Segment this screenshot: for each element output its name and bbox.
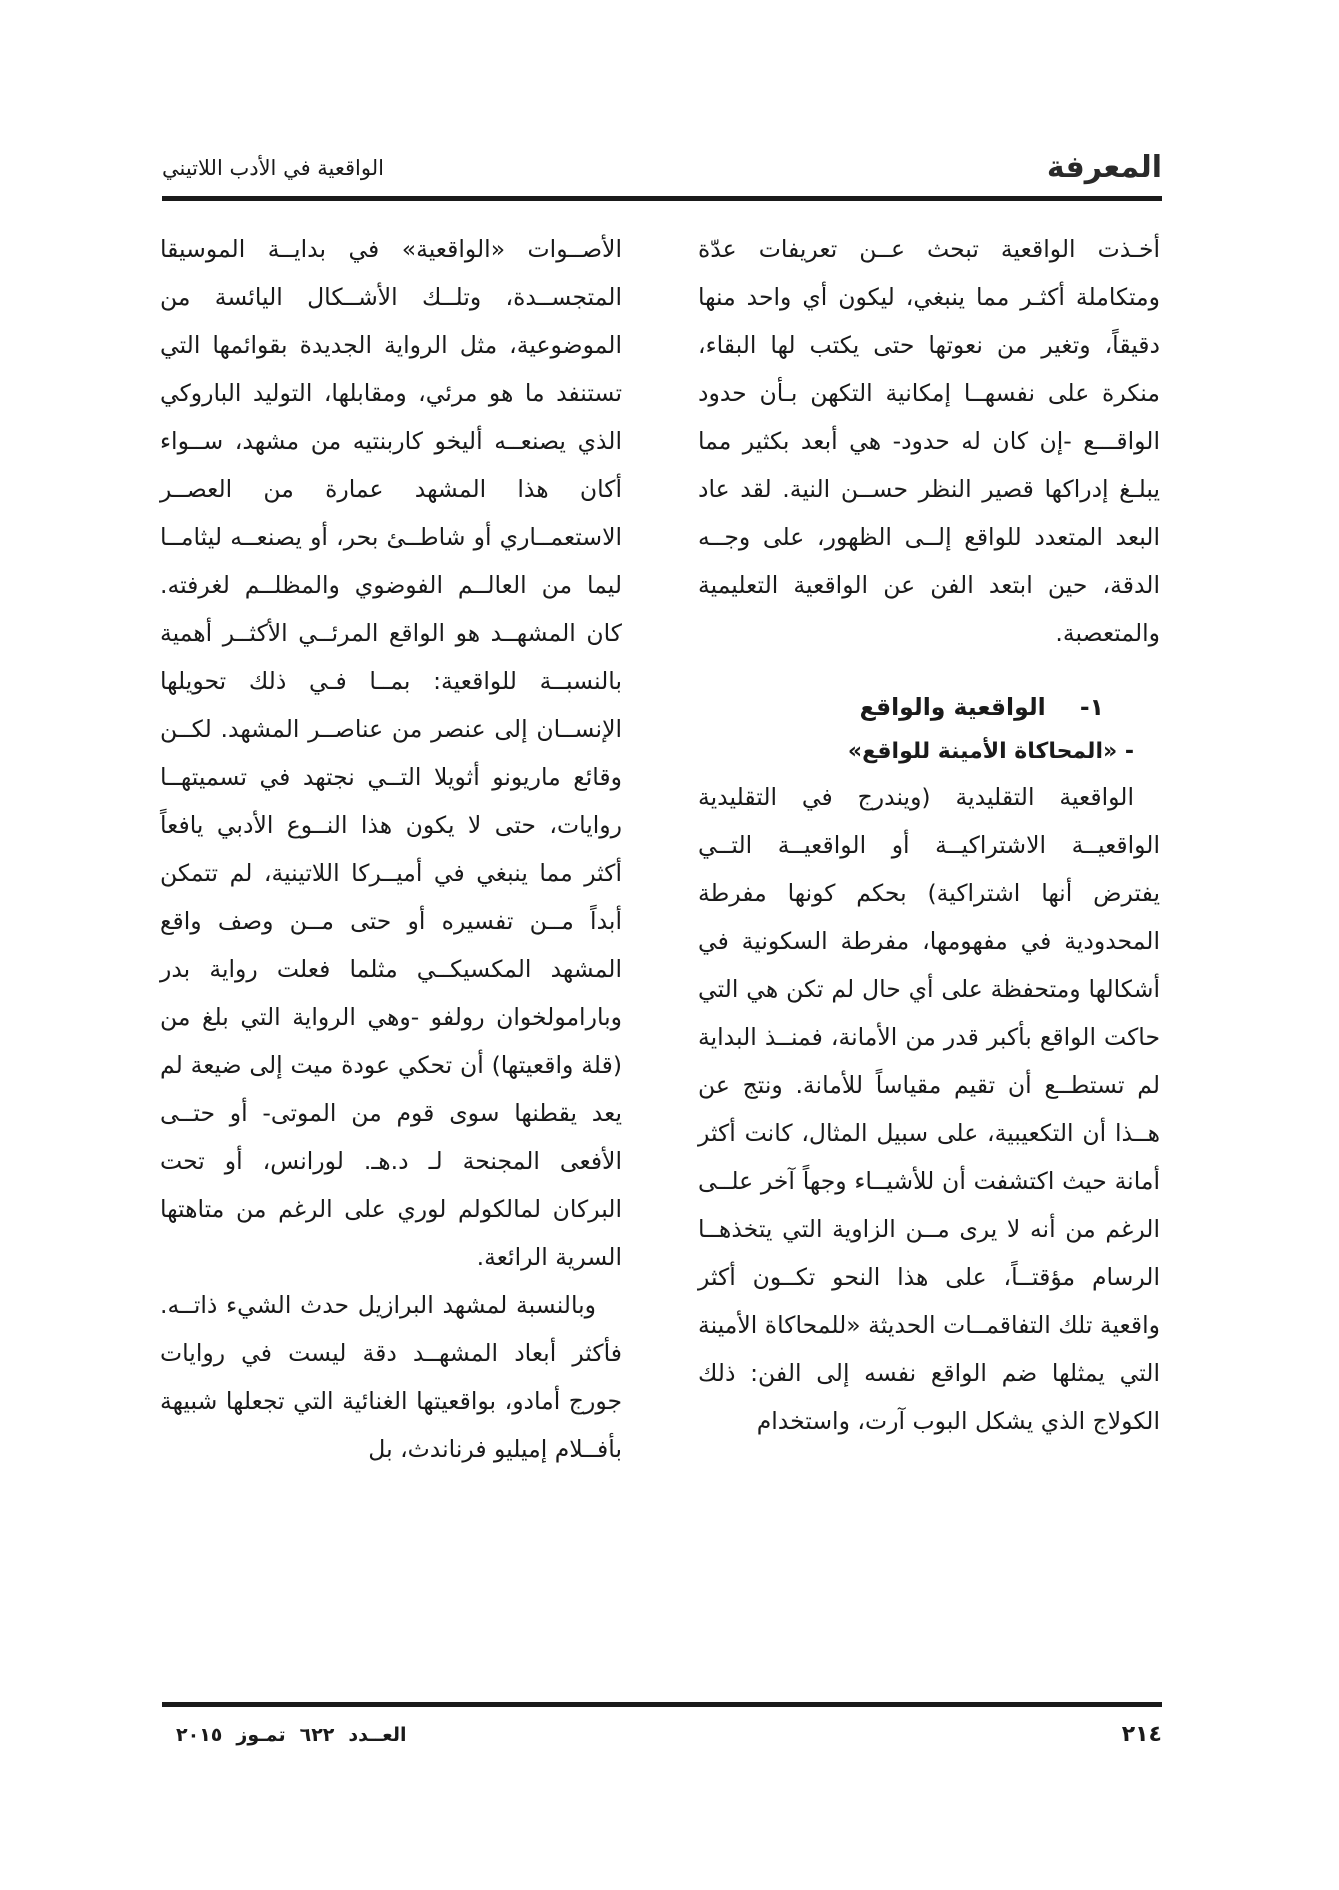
issue-number: ٦٢٢ <box>299 1724 335 1746</box>
left-paragraph-2: وبالنسبة لمشهد البرازيل حدث الشيء ذاتــه. فأكثر أبعاد المشهــد دقة ليست في روايات جورج أمادو، بواقعيتها الغنائية التي تجعلها شبيهة بأفــلام إميليو فرناندث، بل <box>160 1291 622 1463</box>
issue-info <box>162 1724 407 1746</box>
section-heading <box>698 683 1160 731</box>
right-column <box>698 225 1160 1445</box>
section-number: ١- <box>1079 693 1104 721</box>
issue-year: ٢٠١٥ <box>176 1724 223 1746</box>
running-title: الواقعية في الأدب اللاتيني <box>162 156 384 180</box>
section-title: الواقعية والواقع <box>859 693 1046 721</box>
right-paragraph-2: الواقعية التقليدية (ويندرج في التقليدية الواقعيــة الاشتراكيــة أو الواقعيــة التــي يفترض أنها اشتراكية) بحكم كونها مفرطة المحدودية في مفهومها، مفرطة السكونية في أشكالها ومتحفظة على أي حال لم تكن هي التي حاكت الواقع بأكبر قدر من الأمانة، فمنــذ البداية لم تستطــع أن تقيم مقياساً للأمانة. ونتج عن هــذا أن التكعيبية، على سبيل المثال، كانت أكثر أمانة حيث اكتشفت أن للأشيــاء وجهاً آخر علــى الرغم من أنه لا يرى مــن الزاوية التي يتخذهــا الرسام مؤقتــاً، على هذا النحو تكــون أكثر واقعية تلك التفاقمــات الحديثة «للمحاكاة الأمينة التي يمثلها ضم الواقع نفسه إلى الفن: ذلك الكولاج الذي يشكل البوب آرت، واستخدام <box>698 783 1160 1435</box>
page-footer <box>162 1718 1162 1758</box>
header-rule <box>162 196 1162 201</box>
footer-rule <box>162 1702 1162 1707</box>
left-column <box>160 225 622 1473</box>
page-header <box>162 148 1162 192</box>
page-number: ٢١٤ <box>1121 1722 1162 1747</box>
issue-label: العــدد <box>348 1724 407 1746</box>
subsection-title: - «المحاكاة الأمينة للواقع» <box>847 739 1134 764</box>
magazine-logo: المعرفة <box>1046 150 1162 185</box>
left-paragraph-1: الأصــوات «الواقعية» في بدايــة الموسيقا المتجســدة، وتلــك الأشــكال اليائسة من الموضوعية، مثل الرواية الجديدة بقوائمها التي تستنفد ما هو مرئي، ومقابلها، التوليد الباروكي الذي يصنعــه أليخو كاربنتيه من مشهد، ســواء أكان هذا المشهد عمارة من العصــر الاستعمــاري أو شاطــئ بحر، أو يصنعــه ليثامــا ليما من العالــم الفوضوي والمظلــم لغرفته. كان المشهــد هو الواقع المرئــي الأكثــر أهمية بالنسبــة للواقعية: بمــا فـي ذلك تحويلها الإنســان إلى عنصر من عناصــر المشهد. لكــن وقائع ماريونو أثويلا التــي نجتهد في تسميتهــا روايات، حتى لا يكون هذا النــوع الأدبي يافعاً أكثر مما ينبغي في أميــركا اللاتينية، لم تتمكن أبداً مــن تفسيره أو حتى مــن وصف واقع المشهد المكسيكــي مثلما فعلت رواية بدر وبارامولخوان رولفو -وهي الرواية التي بلغ من (قلة واقعيتها) أن تحكي عودة ميت إلى ضيعة لم يعد يقطنها سوى قوم من الموتى- أو حتــى الأفعى المجنحة لـ د.هـ. لورانس، أو تحت البركان لمالكولم لوري على الرغم من متاهتها السرية الرائعة. <box>160 235 622 1271</box>
issue-month: تمـوز <box>236 1724 286 1746</box>
right-paragraph-1: أخـذت الواقعية تبحث عــن تعريفات عدّة ومتكاملة أكثـر مما ينبغي، ليكون أي واحد منها دقيقاً، وتغير من نعوتها حتى يكتب لها البقاء، منكرة على نفسهــا إمكانية التكهن بـأن حدود الواقـــع -إن كان له حدود- هي أبعد بكثير مما يبلـغ إدراكها قصير النظر حســن النية. لقد عاد البعد المتعدد للواقع إلــى الظهور، على وجــه الدقة، حين ابتعد الفن عن الواقعية التعليمية والمتعصبة. <box>698 235 1160 647</box>
